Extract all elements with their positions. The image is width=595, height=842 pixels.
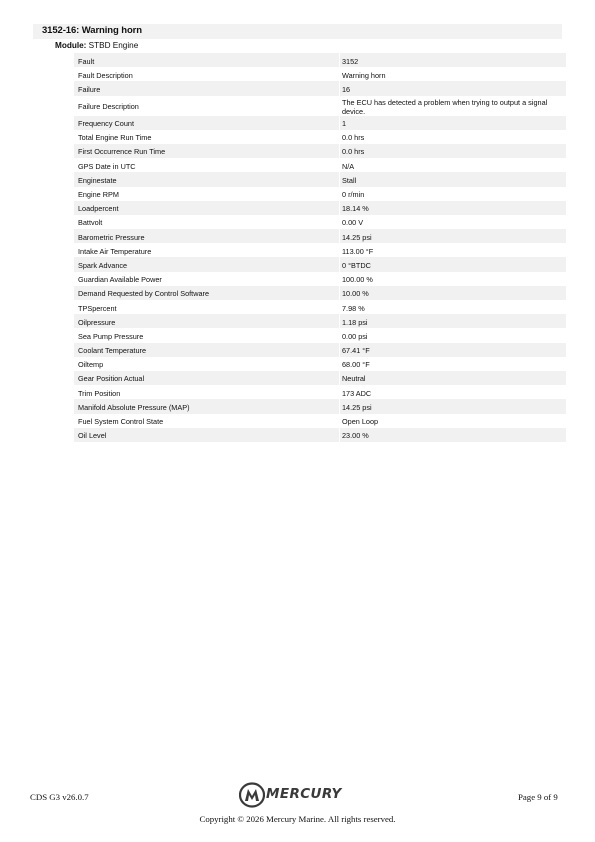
- table-row: [74, 67, 566, 81]
- row-value: 0.0 hrs: [342, 147, 365, 157]
- row-value: 67.41 °F: [342, 346, 370, 356]
- column-divider: [339, 67, 340, 81]
- copyright-notice: Copyright © 2026 Mercury Marine. All rights reserved.: [199, 814, 396, 824]
- table-row: [74, 399, 566, 413]
- row-value: 23.00 %: [342, 431, 369, 441]
- column-divider: [339, 81, 340, 95]
- table-row: [74, 130, 566, 144]
- table-row: [74, 328, 566, 342]
- table-row: [74, 343, 566, 357]
- row-label: Demand Requested by Control Software: [78, 289, 210, 299]
- column-divider: [339, 314, 340, 328]
- row-value: 0.00 V: [342, 218, 364, 228]
- column-divider: [339, 144, 340, 158]
- row-value: 1: [342, 119, 347, 129]
- table-row: [74, 158, 566, 172]
- logo-wordmark: MERCURY: [266, 786, 342, 802]
- row-value: Neutral: [342, 374, 366, 384]
- table-row: [74, 229, 566, 243]
- row-value: 3152: [342, 56, 359, 66]
- row-label: Guardian Available Power: [78, 275, 162, 285]
- column-divider: [339, 116, 340, 130]
- column-divider: [339, 187, 340, 201]
- table-row: [74, 314, 566, 328]
- mercury-m-logo-icon: [239, 782, 265, 808]
- row-value: 0 °BTDC: [342, 260, 371, 270]
- column-divider: [339, 399, 340, 413]
- column-divider: [339, 53, 340, 67]
- row-label: Oilpressure: [78, 317, 116, 327]
- table-row: [74, 300, 566, 314]
- row-label: Total Engine Run Time: [78, 133, 152, 143]
- table-row: [74, 116, 566, 130]
- row-value: 18.14 %: [342, 204, 369, 214]
- table-row: [74, 357, 566, 371]
- column-divider: [339, 272, 340, 286]
- table-row: [74, 172, 566, 186]
- table-row: [74, 257, 566, 271]
- table-row: [74, 187, 566, 201]
- row-value: 7.98 %: [342, 303, 365, 313]
- table-row: [74, 286, 566, 300]
- table-row: [74, 414, 566, 428]
- row-value: 100.00 %: [342, 275, 373, 285]
- column-divider: [339, 328, 340, 342]
- row-value: 16: [342, 84, 351, 94]
- mercury-logo: [239, 782, 357, 808]
- row-label: Fault: [78, 56, 95, 66]
- table-row: [74, 272, 566, 286]
- table-row: [74, 371, 566, 385]
- table-row: [74, 81, 566, 95]
- row-label: Manifold Absolute Pressure (MAP): [78, 402, 190, 412]
- row-value: N/A: [342, 161, 355, 171]
- table-row: [74, 428, 566, 442]
- module-line: [55, 41, 138, 50]
- row-value: The ECU has detected a problem when trying to output a signal device.: [342, 97, 548, 117]
- row-label: Coolant Temperature: [78, 346, 147, 356]
- row-value: Warning horn: [342, 70, 386, 80]
- column-divider: [339, 201, 340, 215]
- table-row: [74, 144, 566, 158]
- fault-details-table: [74, 53, 566, 442]
- column-divider: [339, 286, 340, 300]
- column-divider: [339, 96, 340, 116]
- fault-title: 3152-16: Warning horn: [42, 25, 142, 36]
- table-row: [74, 215, 566, 229]
- row-label: Engine RPM: [78, 190, 119, 199]
- row-label: Barometric Pressure: [78, 232, 145, 242]
- row-label: Loadpercent: [78, 204, 119, 214]
- row-value: 68.00 °F: [342, 360, 370, 370]
- row-label: Battvolt: [78, 218, 103, 228]
- column-divider: [339, 229, 340, 243]
- column-divider: [339, 371, 340, 385]
- row-value: 10.00 %: [342, 289, 369, 299]
- table-row: [74, 53, 566, 67]
- row-value: 0.0 hrs: [342, 133, 365, 143]
- column-divider: [339, 300, 340, 314]
- row-value: 14.25 psi: [342, 402, 372, 412]
- row-label: Failure Description: [78, 101, 139, 111]
- column-divider: [339, 172, 340, 186]
- row-label: First Occurrence Run Time: [78, 147, 166, 157]
- table-row: [74, 243, 566, 257]
- column-divider: [339, 414, 340, 428]
- row-label: GPS Date in UTC: [78, 161, 136, 171]
- row-label: Oil Level: [78, 431, 107, 441]
- column-divider: [339, 130, 340, 144]
- column-divider: [339, 257, 340, 271]
- row-value: 1.18 psi: [342, 317, 368, 327]
- module-value: STBD Engine: [88, 41, 139, 50]
- column-divider: [339, 385, 340, 399]
- row-label: Failure: [78, 84, 101, 94]
- row-label: Trim Position: [78, 388, 121, 398]
- row-value: Open Loop: [342, 417, 379, 426]
- row-label: Intake Air Temperature: [78, 246, 152, 256]
- row-label: TPSpercent: [78, 303, 117, 313]
- row-label: Sea Pump Pressure: [78, 331, 144, 341]
- row-label: Enginestate: [78, 175, 117, 185]
- row-value: 113.00 °F: [342, 246, 374, 256]
- page-number: Page 9 of 9: [518, 792, 558, 802]
- column-divider: [339, 357, 340, 371]
- table-row: [74, 201, 566, 215]
- row-value: 173 ADC: [342, 388, 372, 398]
- module-label: Module:: [55, 41, 87, 50]
- row-label: Fuel System Control State: [78, 417, 164, 426]
- row-label: Fault Description: [78, 70, 133, 80]
- column-divider: [339, 343, 340, 357]
- row-label: Spark Advance: [78, 260, 128, 270]
- column-divider: [339, 215, 340, 229]
- row-label: Gear Position Actual: [78, 374, 145, 384]
- software-version: CDS G3 v26.0.7: [30, 792, 89, 802]
- column-divider: [339, 428, 340, 442]
- column-divider: [339, 243, 340, 257]
- row-value: 0 r/min: [342, 190, 365, 199]
- row-label: Frequency Count: [78, 119, 134, 129]
- column-divider: [339, 158, 340, 172]
- row-value: 0.00 psi: [342, 331, 368, 341]
- row-label: Oiltemp: [78, 360, 104, 370]
- row-value: 14.25 psi: [342, 232, 372, 242]
- table-row: [74, 385, 566, 399]
- table-row: [74, 96, 566, 116]
- row-value: Stall: [342, 175, 357, 185]
